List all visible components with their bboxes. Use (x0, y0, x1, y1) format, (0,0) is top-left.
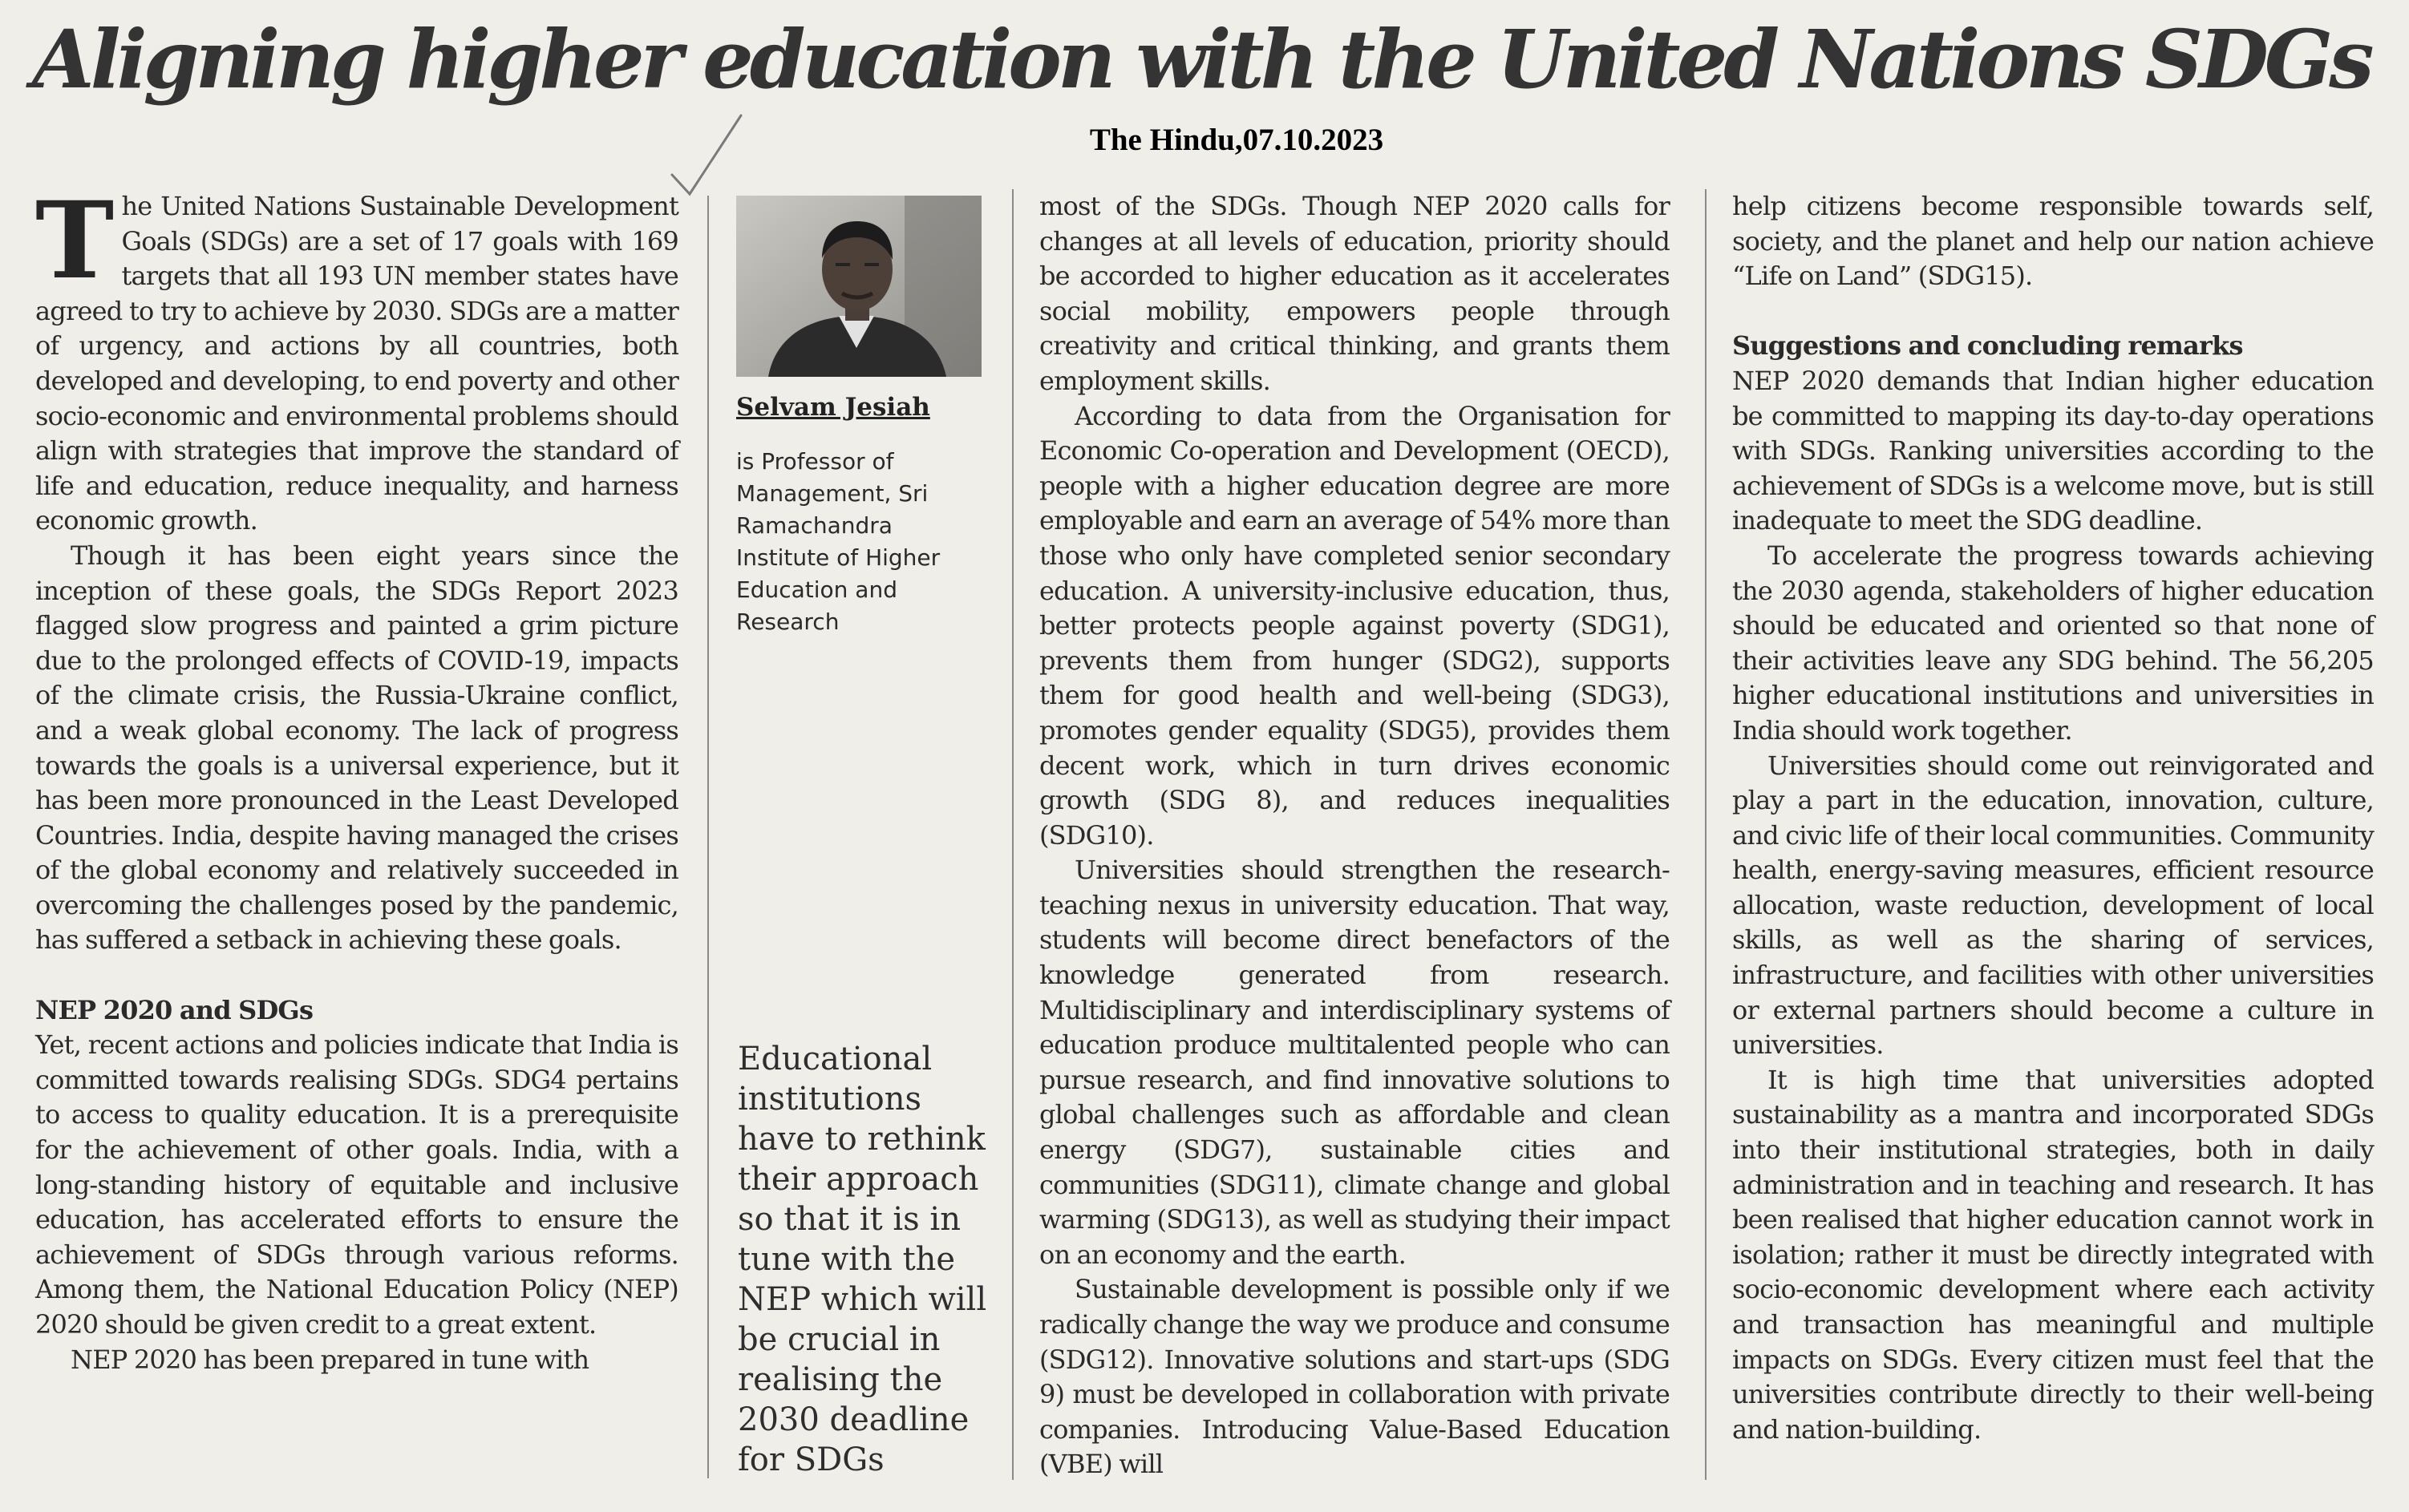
column-divider (1705, 189, 1707, 1480)
pull-quote: Educational institutions have to rethink their approach so that it is in tune with the NEP which will be crucial in realising the 2030 deadline for SDGs (738, 1041, 987, 1478)
paragraph: help citizens become responsible towards self, society, and the planet and help our nation achieve “Life on Land” (SDG15). (1732, 191, 2374, 292)
paragraph: According to data from the Organisation for Economic Co-operation and Development (OECD), people with a higher education degree are more employable and earn an average of 54% more than those who only have completed senior secondary education. A university-inclusive education, thus, better protects people against poverty (SDG1), prevents them from hunger (SDG2), supports them for good health and well-being (SDG3), promotes gender equality (SDG5), provides them decent work, which in turn drives economic growth (SDG 8), and reduces inequalities (SDG10). (1039, 400, 1670, 851)
paragraph: Sustainable development is possible only if we radically change the way we produce and consume (SDG12). Innovative solutions and start-ups (SDG 9) must be developed in collaboration with private companies. Introducing Value-Based Education (VBE) will (1039, 1274, 1670, 1480)
paragraph: Universities should come out reinvigorated and play a part in the education, innovation, culture, and civic life of their local communities. Community health, energy-saving measures, efficient resource allocation, waste reduction, development of local skills, as well as the sharing of services, infrastructure, and facilities with other universities or external partners should become a culture in universities. (1732, 750, 2374, 1061)
drop-cap: T (35, 179, 114, 303)
author-name: Selvam Jesiah (736, 393, 930, 422)
paragraph: It is high time that universities adopted sustainability as a mantra and incorporated SDGs into their institutional strategies, both in daily administration and in teaching and research. It has been realised that higher education cannot work in isolation; rather it must be directly integrated with socio-economic development where each activity and transaction has meaningful and multiple impacts on SDGs. Every citizen must feel that the universities contribute directly to their well-being and nation-building. (1732, 1064, 2374, 1445)
source-line: The Hindu,07.10.2023 (1089, 123, 1384, 157)
paragraph: To accelerate the progress towards achieving the 2030 agenda, stakeholders of higher education should be educated and oriented so that none of their activities leave any SDG behind. The 56,205 higher educational institutions and universities in India should work together. (1732, 540, 2374, 746)
paragraph: NEP 2020 has been prepared in tune with (71, 1344, 589, 1375)
headline: Aligning higher education with the United Nations SDGs (32, 12, 2371, 107)
article-column-4 (1732, 189, 2374, 1447)
article-column-1 (35, 179, 678, 1377)
section-subhead: Suggestions and concluding remarks (1732, 330, 2243, 362)
paragraph: Yet, recent actions and policies indicate that India is committed towards realising SDGs. SDG4 pertains to access to quality education. It is a prerequisite for the achievement of other goals. India, with a long-standing history of equitable and inclusive education, has accelerated efforts to ensure the achievement of SDGs through various reforms. Among them, the National Education Policy (NEP) 2020 should be given credit to a great extent. (35, 1029, 678, 1340)
paragraph: most of the SDGs. Though NEP 2020 calls for changes at all levels of education, priority should be accorded to higher education as it accelerates social mobility, empowers people through creativity and critical thinking, and grants them employment skills. (1039, 191, 1670, 396)
paragraph: he United Nations Sustainable Development Goals (SDGs) are a set of 17 goals with 169 targets that all 193 UN member states have agreed to try to achieve by 2030. SDGs are a matter of urgency, and actions by all countries, both developed and developing, to end poverty and other socio-economic and environmental problems should align with strategies that improve the standard of life and education, reduce inequality, and harness economic growth. (35, 191, 678, 536)
paragraph: Universities should strengthen the research-teaching nexus in university education. That way, students will become direct benefactors of the knowledge generated from research. Multidisciplinary and interdisciplinary systems of education produce multitalented people who can pursue research, and find innovative solutions to global challenges such as affordable and clean energy (SDG7), sustainable cities and communities (SDG11), climate change and global warming (SDG13), as well as studying their impact on an economy and the earth. (1039, 855, 1670, 1270)
column-divider (1012, 189, 1014, 1480)
author-bio: is Professor of Management, Sri Ramachandra Institute of Higher Education and Research (736, 448, 941, 635)
paragraph: Though it has been eight years since the inception of these goals, the SDGs Report 2023 flagged slow progress and painted a grim picture due to the prolonged effects of COVID-19, impacts of the climate crisis, the Russia-Ukraine conflict, and a weak global economy. The lack of progress towards the goals is a universal experience, but it has been more pronounced in the Least Developed Countries. India, despite having managed the crises of the global economy and relatively succeeded in overcoming the challenges posed by the pandemic, has suffered a setback in achieving these goals. (35, 540, 678, 956)
paragraph: NEP 2020 demands that Indian higher education be committed to mapping its day-to-day operations with SDGs. Ranking universities according to the achievement of SDGs is a welcome move, but is still inadequate to meet the SDG deadline. (1732, 365, 2374, 536)
column-divider (707, 196, 709, 1478)
author-portrait-icon (736, 196, 982, 377)
section-subhead: NEP 2020 and SDGs (35, 994, 314, 1025)
article-column-3 (1039, 189, 1670, 1482)
pen-tick-mark (666, 112, 746, 200)
